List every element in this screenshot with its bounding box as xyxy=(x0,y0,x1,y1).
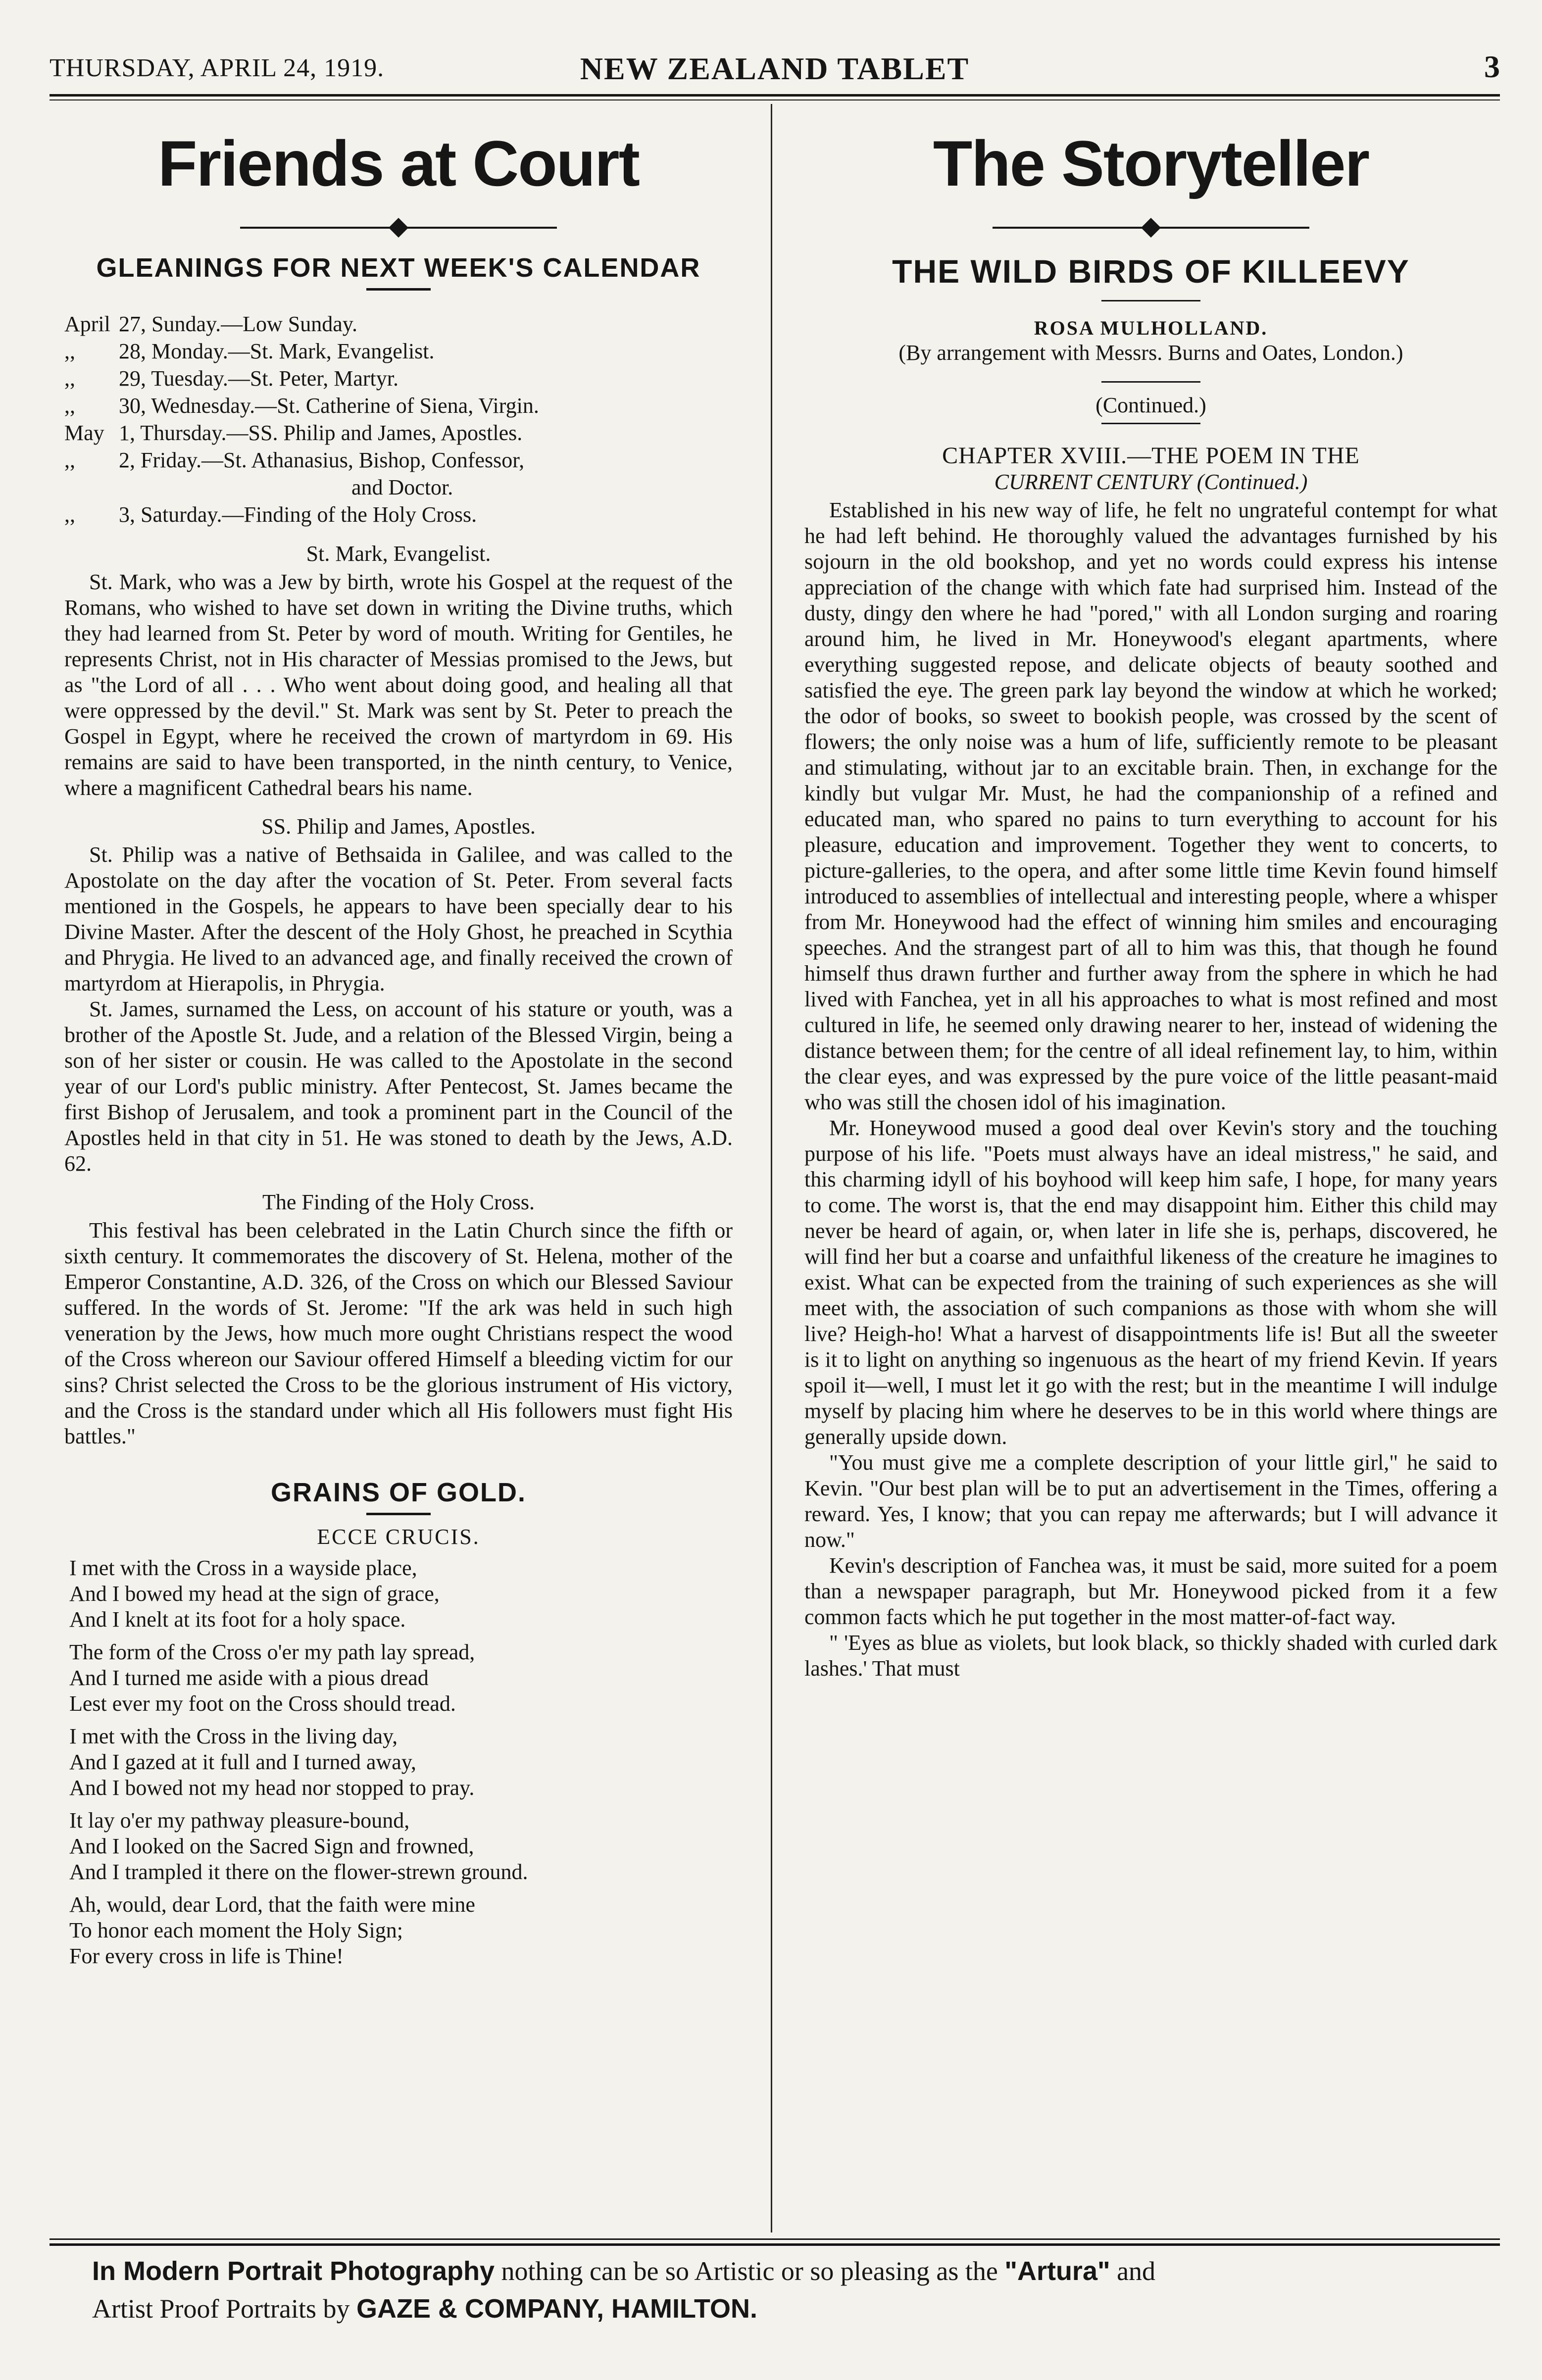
section-title-storyteller: The Storyteller xyxy=(933,127,1369,199)
calendar-month: ,, xyxy=(64,394,75,418)
short-rule xyxy=(1101,381,1200,383)
calendar-month: ,, xyxy=(64,448,75,472)
calendar-month: April xyxy=(64,312,110,336)
diamond-ornament-icon xyxy=(389,218,408,238)
continued-note: (Continued.) xyxy=(1095,393,1206,417)
ad-brand-artura: "Artura" xyxy=(1004,2256,1110,2286)
story-paragraph: Kevin's description of Fanchea was, it must be said, more suited for a poem than a newspaper paragraph, but Mr. Honeywood picked from it a few common facts which he put together in the most matter-of-fact way. xyxy=(804,1553,1497,1629)
poem-line: And I knelt at its foot for a holy space. xyxy=(69,1607,406,1632)
calendar-entry xyxy=(64,474,733,501)
ad-line-1 xyxy=(92,2252,1518,2290)
ad-line-2 xyxy=(92,2290,1518,2328)
ornament-rule xyxy=(993,218,1309,238)
footer-rule-thick xyxy=(50,2243,1500,2246)
poem-title: ECCE CRUCIS. xyxy=(317,1525,480,1549)
calendar-text: 27, Sunday.—Low Sunday. xyxy=(119,312,357,336)
diamond-ornament-icon xyxy=(1141,218,1161,238)
short-rule xyxy=(366,288,431,291)
chapter-subheading: CURRENT CENTURY (Continued.) xyxy=(994,470,1308,494)
calendar-entry xyxy=(64,392,733,419)
grains-heading: GRAINS OF GOLD. xyxy=(271,1478,526,1507)
column-divider xyxy=(771,104,772,2232)
advertisement xyxy=(92,2252,1518,2328)
header-rule-thin xyxy=(50,99,1500,100)
calendar-text: and Doctor. xyxy=(351,475,453,499)
calendar-text: 3, Saturday.—Finding of the Holy Cross. xyxy=(119,502,477,527)
poem-line: And I turned me aside with a pious dread xyxy=(69,1666,429,1690)
calendar-entry xyxy=(64,338,733,365)
story-body xyxy=(804,497,1497,1682)
poem-stanza xyxy=(64,1892,733,1969)
calendar-month: ,, xyxy=(64,366,75,391)
story-paragraph: "You must give me a complete description of your little girl," he said to Kevin. "Our best plan will be to put an advertisement in the Times, offering a reward. Yes, I know; that you can repay me afterwards; but I will advance it now." xyxy=(804,1450,1497,1552)
story-paragraph: Established in his new way of life, he felt no ungrateful contempt for what he had left behind. He thoroughly valued the advantages furnished by his sojourn in the old bookshop, and yet no words could express his intense appreciation of the change with which fate had surprised him. Instead of the dusty, dingy den where he had "pored," with all London surging and roaring around him, he lived in Mr. Honeywood's elegant apartments, where everything suggested repose, and delicate objects of beauty soothed and satisfied the eye. The green park lay beyond the window at which he worked; the odor of books, so sweet to bookish people, was crossed by the scent of flowers; the only noise was a hum of life, sufficiently remote to be pleasant and stimulating, without jar to an excitable brain. Then, in exchange for the kindly but vulgar Mr. Must, he had the companionship of a refined and educated man, who spared no pains to turn everything to account for his pleasure, education and improvement. Together they went to concerts, to picture-galleries, to the opera, and after some little time Kevin found himself introduced to assemblies of intellectual and interesting people, where a whisper from Mr. Honeywood had the effect of winning him smiles and encouraging speeches. And the strangest part of all to him was this, that though he found himself thus drawn further and further away from the sphere in which he had lived with Fanchea, yet in all his approaches to what is most refined and most cultured in life, he seemed only drawing nearer to her, instead of widening the distance between them; for the centre of all ideal refinement lay, to him, within the clear eyes, and was expressed by the pure voice of the little peasant-maid who was still the chosen idol of his imagination. xyxy=(804,498,1497,1114)
feast-title-holy-cross: The Finding of the Holy Cross. xyxy=(262,1190,535,1214)
calendar-month: May xyxy=(64,421,104,445)
poem-line: To honor each moment the Holy Sign; xyxy=(69,1918,403,1942)
poem-line: Lest ever my foot on the Cross should tread. xyxy=(69,1691,456,1716)
feast-title-philip-james: SS. Philip and James, Apostles. xyxy=(261,814,536,839)
footer-rule xyxy=(50,2238,1500,2240)
poem-line: For every cross in life is Thine! xyxy=(69,1944,344,1968)
poem-line: And I gazed at it full and I turned away, xyxy=(69,1750,416,1774)
ornament-rule xyxy=(240,218,557,238)
calendar-month: ,, xyxy=(64,502,75,527)
poem-line: Ah, would, dear Lord, that the faith were mine xyxy=(69,1892,475,1917)
calendar-text: 28, Monday.—St. Mark, Evangelist. xyxy=(119,339,435,363)
poem-stanza xyxy=(64,1555,733,1633)
issue-date: THURSDAY, APRIL 24, 1919. xyxy=(50,54,385,82)
feast-text-holy-cross: This festival has been celebrated in the Latin Church since the fifth or sixth century. It commemorates the discovery of St. Helena, mother of the Emperor Constantine, A.D. 326, of the Cross on which our Blessed Saviour suffered. In the words of St. Jerome: "If the ark was held in such high veneration by the Jews, how much more ought Christians respect the wood of the Cross whereon our Saviour offered Himself a bleeding victim for our sins? Christ selected the Cross to be the glorious instrument of His victory, and the Cross is the standard under which all His followers must fight His battles." xyxy=(64,1218,733,1448)
poem-line: I met with the Cross in a wayside place, xyxy=(69,1556,417,1580)
page-header xyxy=(50,49,1500,88)
calendar-entry xyxy=(64,419,733,446)
chapter-heading: CHAPTER XVIII.—THE POEM IN THE xyxy=(942,443,1360,469)
poem-line: And I looked on the Sacred Sign and frowned, xyxy=(69,1834,474,1858)
ad-text: nothing can be so Artistic or so pleasing as the xyxy=(495,2256,1005,2286)
story-author: ROSA MULHOLLAND. xyxy=(1034,317,1268,339)
section-title-friends-at-court: Friends at Court xyxy=(158,127,639,199)
page-number: 3 xyxy=(1484,49,1500,84)
story-paragraph: Mr. Honeywood mused a good deal over Kevin's story and the touching purpose of his life. "Poets must always have an ideal mistress," he said, and this charming idyll of his boyhood will keep him safe, I hope, for many years to come. The worst is, that the end may disappoint him. Either this child may never be heard of again, or, when later in life she is, perhaps, discovered, he will find her but a coarse and unfaithful likeness of the creature he imagines to exist. What can be expected from the training of such experiences as she will meet with, the association of such companions as those with whom she will live? Heigh-ho! What a harvest of disappointments life is! But all the sweeter is it to light on anything so ingenuous as the heart of my friend Kevin. If years spoil it—well, I must let it go with the rest; but in the meantime I will indulge myself by placing him where he deserves to be in this world where things are generally upside down. xyxy=(804,1116,1497,1449)
short-rule xyxy=(1101,300,1200,301)
calendar-heading: GLEANINGS FOR NEXT WEEK'S CALENDAR xyxy=(96,253,701,283)
poem-line: And I bowed my head at the sign of grace, xyxy=(69,1582,440,1606)
feast-text-st-philip: St. Philip was a native of Bethsaida in Galilee, and was called to the Apostolate on the day after the vocation of St. Peter. From several facts mentioned in the Gospels, he appears to have been specially dear to his Divine Master. After the descent of the Holy Ghost, he preached in Scythia and Phrygia. He lived to an advanced age, and finally received the crown of martyrdom at Hierapolis, in Phrygia. xyxy=(64,843,733,995)
poem-stanza xyxy=(64,1724,733,1801)
feast-text-st-mark: St. Mark, who was a Jew by birth, wrote his Gospel at the request of the Romans, who wished to have set down in writing the Divine truths, which they had learned from St. Peter by word of mouth. Writing for Gentiles, he represents Christ, not in His character of Messias promised to the Jews, but as "the Lord of all . . . Who went about doing good, and healing all that were oppressed by the devil." St. Mark was sent by St. Peter to preach the Gospel in Egypt, where he received the crown of martyrdom in 69. His remains are said to have been transported, in the ninth century, to Venice, where a magnificent Cathedral bears his name. xyxy=(64,570,733,800)
calendar-list xyxy=(64,310,733,528)
feast-text-st-james: St. James, surnamed the Less, on account of his stature or youth, was a brother of the Apostle St. Jude, and a relation of the Blessed Virgin, being a son of her sister or cousin. He was called to the Apostolate in the second year of our Lord's public ministry. After Pentecost, St. James became the first Bishop of Jerusalem, and took a prominent part in the Council of the Apostles held in that city in 51. He was stoned to death by the Jews, A.D. 62. xyxy=(64,997,733,1176)
story-paragraph: " 'Eyes as blue as violets, but look black, so thickly shaded with curled dark lashes.' That must xyxy=(804,1631,1497,1681)
feast-title-st-mark: St. Mark, Evangelist. xyxy=(306,542,491,566)
calendar-entry xyxy=(64,310,733,338)
story-title: THE WILD BIRDS OF KILLEEVY xyxy=(892,253,1410,290)
calendar-text: 29, Tuesday.—St. Peter, Martyr. xyxy=(119,366,398,391)
masthead: NEW ZEALAND TABLET xyxy=(580,51,970,86)
short-rule xyxy=(366,1513,431,1515)
calendar-entry xyxy=(64,501,733,528)
short-rule xyxy=(1101,423,1200,424)
poem-line: And I trampled it there on the flower-strewn ground. xyxy=(69,1860,528,1884)
poem-stanza xyxy=(64,1639,733,1717)
calendar-text: 1, Thursday.—SS. Philip and James, Apostles. xyxy=(119,421,523,445)
left-column xyxy=(64,104,733,1976)
calendar-entry xyxy=(64,365,733,392)
poem-line: The form of the Cross o'er my path lay spread, xyxy=(69,1640,475,1664)
header-rule xyxy=(50,94,1500,97)
calendar-month: ,, xyxy=(64,339,75,363)
ad-text: Artist Proof Portraits by xyxy=(92,2294,356,2324)
poem-line: I met with the Cross in the living day, xyxy=(69,1724,398,1748)
calendar-text: 2, Friday.—St. Athanasius, Bishop, Confessor, xyxy=(119,448,525,472)
calendar-month xyxy=(64,474,119,501)
ad-bold-text: In Modern Portrait Photography xyxy=(92,2256,495,2286)
right-column xyxy=(804,104,1497,1682)
poem-line: It lay o'er my pathway pleasure-bound, xyxy=(69,1808,410,1833)
poem xyxy=(64,1555,733,1969)
poem-stanza xyxy=(64,1808,733,1885)
arrangement-note: (By arrangement with Messrs. Burns and Oates, London.) xyxy=(898,341,1403,365)
ad-company-name: GAZE & COMPANY, HAMILTON. xyxy=(356,2294,757,2324)
calendar-entry xyxy=(64,446,733,474)
poem-line: And I bowed not my head nor stopped to pray. xyxy=(69,1776,475,1800)
calendar-text: 30, Wednesday.—St. Catherine of Siena, Virgin. xyxy=(119,394,539,418)
ad-text-end: and xyxy=(1110,2256,1156,2286)
